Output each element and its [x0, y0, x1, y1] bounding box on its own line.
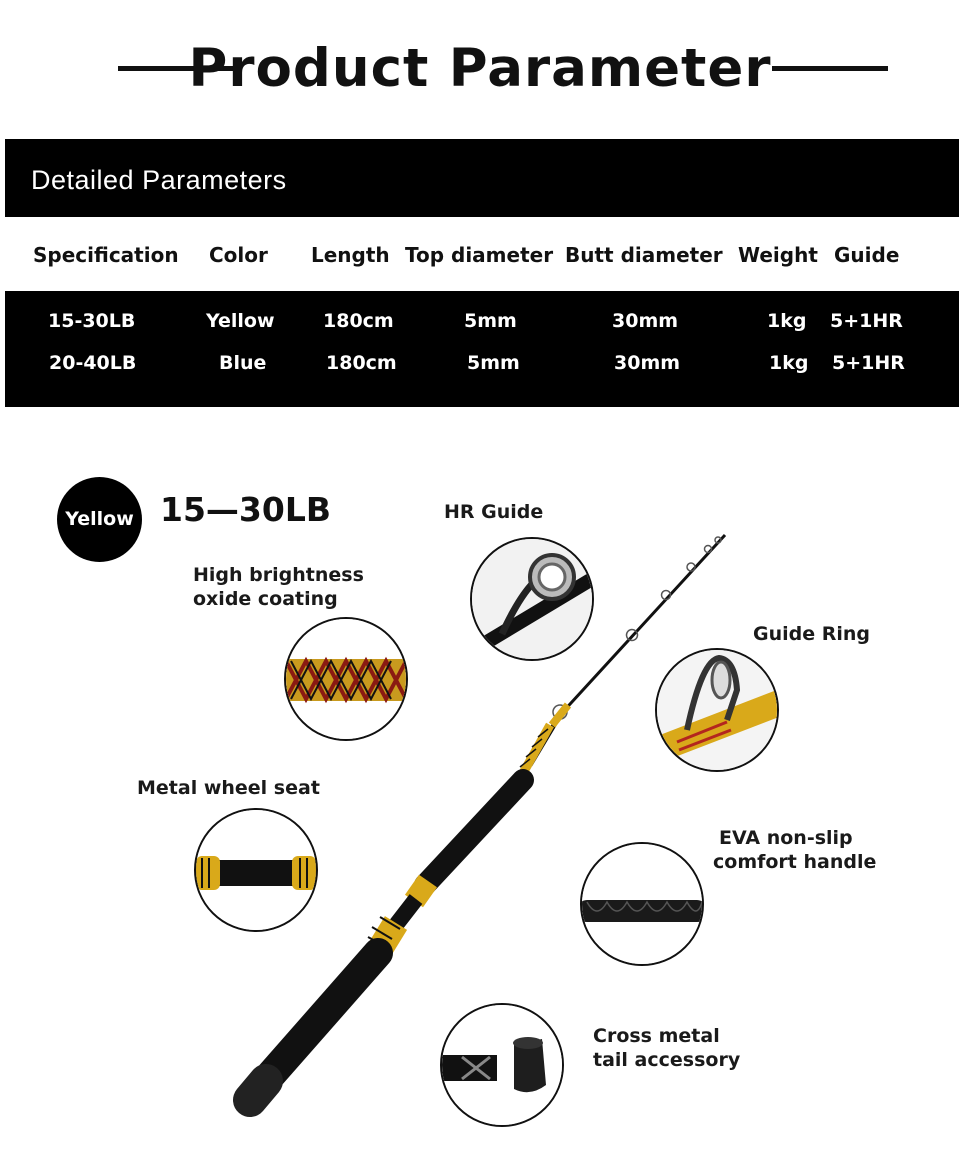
table-body: [5, 291, 959, 407]
page-title: Product Parameter: [188, 38, 772, 99]
table-cell: 30mm: [614, 352, 681, 374]
label-coating-line1: High brightness: [193, 564, 364, 586]
rod-eva-handle: [425, 780, 523, 885]
detail-wheel-seat: [194, 808, 318, 932]
table-cell: 5mm: [464, 310, 517, 332]
rod-butt-cap: [250, 1081, 266, 1100]
detail-eva-handle: [580, 842, 704, 966]
table-cell: 180cm: [326, 352, 397, 374]
label-coating-line2: oxide coating: [193, 588, 338, 610]
detail-oxide-coating: [284, 617, 408, 741]
column-header-top-diameter: Top diameter: [405, 243, 554, 267]
detail-tail-accessory: [440, 1003, 564, 1127]
page-title-block: [0, 38, 960, 104]
column-header-guide: Guide: [834, 243, 900, 267]
table-cell: 1kg: [769, 352, 809, 374]
table-cell: 1kg: [767, 310, 807, 332]
label-tail-line1: Cross metal: [593, 1025, 720, 1047]
label-handle-line2: comfort handle: [713, 851, 877, 873]
label-tail-line2: tail accessory: [593, 1049, 741, 1071]
table-cell: 180cm: [323, 310, 394, 332]
rod-rear-grip: [262, 953, 378, 1085]
parameters-table: [5, 139, 959, 407]
table-cell: 30mm: [612, 310, 679, 332]
label-handle-line1: EVA non-slip: [719, 827, 853, 849]
table-cell: 15-30LB: [48, 310, 136, 332]
table-cell: Yellow: [206, 310, 275, 332]
table-cell: 5+1HR: [832, 352, 905, 374]
color-badge: Yellow: [57, 477, 142, 562]
column-header-color: Color: [209, 243, 268, 267]
column-header-length: Length: [311, 243, 390, 267]
label-wheel-seat: Metal wheel seat: [137, 777, 320, 799]
table-cell: Blue: [219, 352, 267, 374]
label-hr-guide: HR Guide: [444, 501, 544, 523]
detail-hr-guide: [470, 537, 594, 661]
table-header-bar: [5, 139, 959, 217]
table-column-headers: [5, 217, 959, 291]
line-weight-range: 15—30LB: [160, 490, 332, 529]
detail-guide-ring: [655, 648, 779, 772]
column-header-specification: Specification: [33, 243, 179, 267]
table-title: Detailed Parameters: [31, 165, 287, 195]
column-header-butt-diameter: Butt diameter: [565, 243, 723, 267]
rod-oxide-coating: [522, 725, 550, 775]
table-cell: 5+1HR: [830, 310, 903, 332]
label-guide-ring: Guide Ring: [753, 623, 871, 645]
table-cell: 5mm: [467, 352, 520, 374]
column-header-weight: Weight: [738, 243, 818, 267]
table-cell: 20-40LB: [49, 352, 137, 374]
